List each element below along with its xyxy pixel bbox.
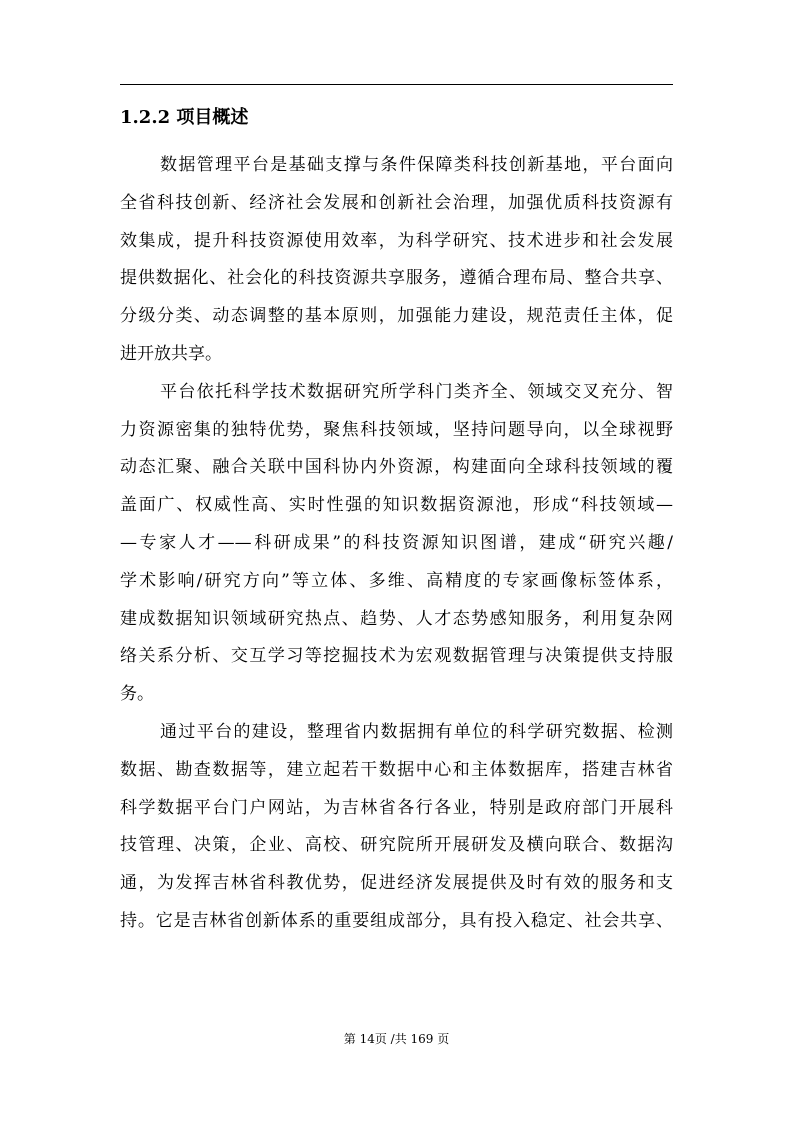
- text-line: 学术影响/研究方向”等立体、多维、高精度的专家画像标签体系，: [120, 570, 673, 591]
- text-line: 平台依托科学技术数据研究所学科门类齐全、领域交叉充分、智: [160, 381, 673, 402]
- text-line: 盖面广、权威性高、实时性强的知识数据资源池，形成“科技领域—: [120, 495, 673, 516]
- page-number: 第 14页 /共 169 页: [343, 1032, 450, 1046]
- text-line: 数据、勘查数据等，建立起若干数据中心和主体数据库，搭建吉林省: [120, 759, 673, 780]
- text-line: 分级分类、动态调整的基本原则，加强能力建设，规范责任主体，促: [120, 306, 673, 327]
- text-line: 持。它是吉林省创新体系的重要组成部分，具有投入稳定、社会共享、: [120, 910, 673, 931]
- text-line: 建成数据知识领域研究热点、趋势、人才态势感知服务，利用复杂网: [120, 608, 673, 629]
- body-text: [120, 147, 673, 941]
- text-line: 动态汇聚、融合关联中国科协内外资源，构建面向全球科技领域的覆: [120, 457, 673, 478]
- text-line: 数据管理平台是基础支撑与条件保障类科技创新基地，平台面向: [160, 155, 673, 175]
- section-heading: 1.2.2 项目概述: [120, 107, 249, 128]
- paragraph-overview-2: [120, 374, 673, 714]
- text-line: 效集成，提升科技资源使用效率，为科学研究、技术进步和社会发展: [120, 230, 673, 251]
- text-line: 通，为发挥吉林省科教优势，促进经济发展提供及时有效的服务和支: [120, 873, 673, 894]
- text-line: 力资源密集的独特优势，聚焦科技领域，坚持问题导向，以全球视野: [120, 419, 673, 440]
- text-line: 通过平台的建设，整理省内数据拥有单位的科学研究数据、检测: [160, 721, 673, 742]
- text-line: 进开放共享。: [120, 343, 222, 364]
- text-line: 提供数据化、社会化的科技资源共享服务，遵循合理布局、整合共享、: [120, 268, 673, 289]
- text-line: 科学数据平台门户网站，为吉林省各行各业，特别是政府部门开展科: [120, 797, 673, 818]
- paragraph-overview-3: [120, 714, 673, 941]
- text-line: 技管理、决策，企业、高校、研究院所开展研发及横向联合、数据沟: [120, 835, 673, 856]
- paragraph-overview-1: [120, 147, 673, 374]
- header-rule: [120, 84, 673, 85]
- text-line: 全省科技创新、经济社会发展和创新社会治理，加强优质科技资源有: [120, 192, 673, 213]
- text-line: —专家人才——科研成果”的科技资源知识图谱，建成“研究兴趣/: [120, 532, 673, 553]
- text-line: 络关系分析、交互学习等挖掘技术为宏观数据管理与决策提供支持服: [120, 646, 673, 667]
- text-line: 务。: [120, 684, 154, 705]
